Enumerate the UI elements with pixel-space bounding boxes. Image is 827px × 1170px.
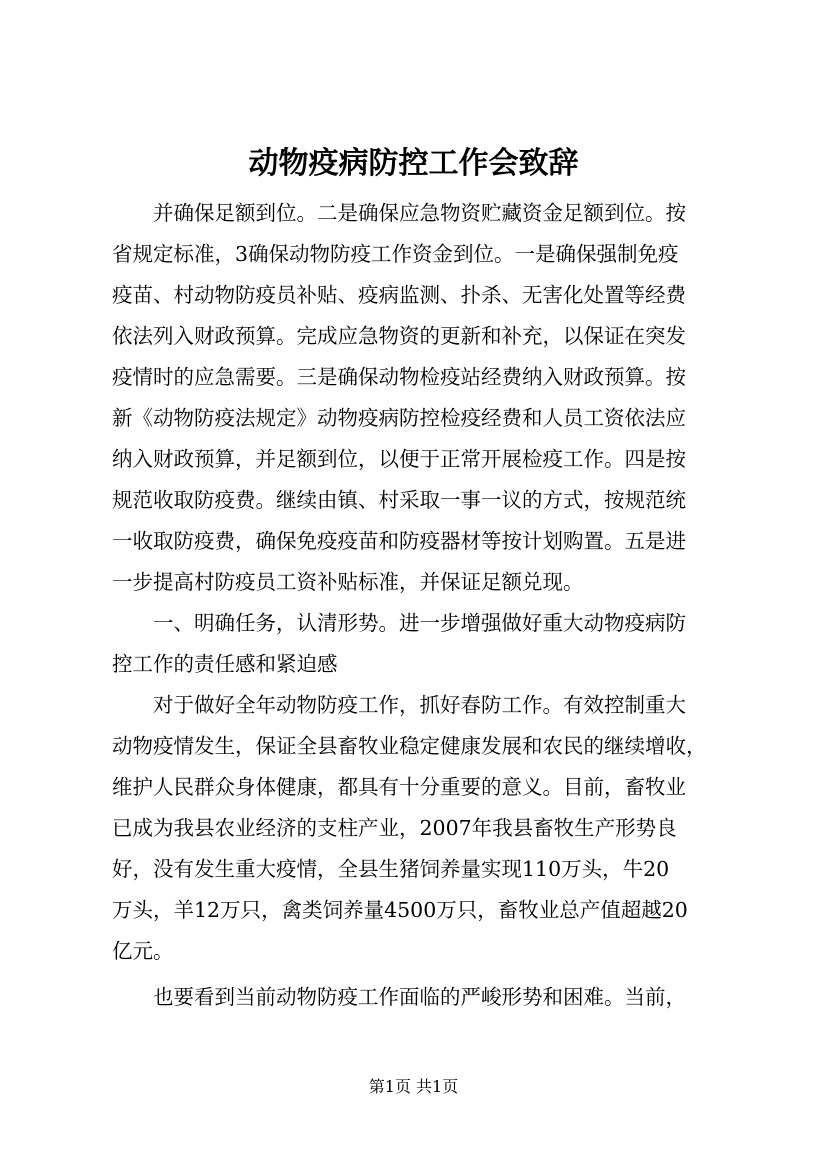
text-line: 一步提高村防疫员工资补贴标准，并保证足额兑现。 — [112, 570, 584, 594]
text-line: 一、明确任务，认清形势。进一步增强做好重大动物疫病防 — [112, 611, 686, 635]
text-line: 好，没有发生重大疫情，全县生猪饲养量实现110万头，牛20 — [112, 857, 670, 881]
text-line: 控工作的责任感和紧迫感 — [112, 652, 338, 676]
page-footer: 第1页 共1页 — [368, 1077, 459, 1096]
text-line: 亿元。 — [112, 939, 174, 963]
text-line: 维护人民群众身体健康，都具有十分重要的意义。目前，畜牧业 — [112, 775, 686, 799]
text-line: 省规定标准，3确保动物防疫工作资金到位。一是确保强制免疫 — [112, 242, 679, 266]
text-line: 也要看到当前动物防疫工作面临的严峻形势和困难。当前， — [112, 985, 686, 1009]
text-line: 一收取防疫费，确保免疫疫苗和防疫器材等按计划购置。五是进 — [112, 529, 686, 553]
text-line: 万头，羊12万只，禽类饲养量4500万只，畜牧业总产值超越20 — [112, 898, 688, 922]
body-text — [112, 193, 736, 1018]
text-line: 新《动物防疫法规定》动物疫病防控检疫经费和人员工资依法应 — [112, 406, 686, 430]
text-line: 纳入财政预算，并足额到位，以便于正常开展检疫工作。四是按 — [112, 447, 686, 471]
text-line: 并确保足额到位。二是确保应急物资贮藏资金足额到位。按 — [112, 201, 686, 225]
text-line: 依法列入财政预算。完成应急物资的更新和补充，以保证在突发 — [112, 324, 686, 348]
text-line: 动物疫情发生，保证全县畜牧业稳定健康发展和农民的继续增收， — [112, 734, 707, 758]
text-line: 对于做好全年动物防疫工作，抓好春防工作。有效控制重大 — [112, 693, 686, 717]
text-line: 疫情时的应急需要。三是确保动物检疫站经费纳入财政预算。按 — [112, 365, 686, 389]
page-title: 动物疫病防控工作会致辞 — [248, 146, 579, 181]
text-line: 已成为我县农业经济的支柱产业，2007年我县畜牧生产形势良 — [112, 816, 677, 840]
text-line: 疫苗、村动物防疫员补贴、疫病监测、扑杀、无害化处置等经费 — [112, 283, 686, 307]
text-line: 规范收取防疫费。继续由镇、村采取一事一议的方式，按规范统 — [112, 488, 686, 512]
